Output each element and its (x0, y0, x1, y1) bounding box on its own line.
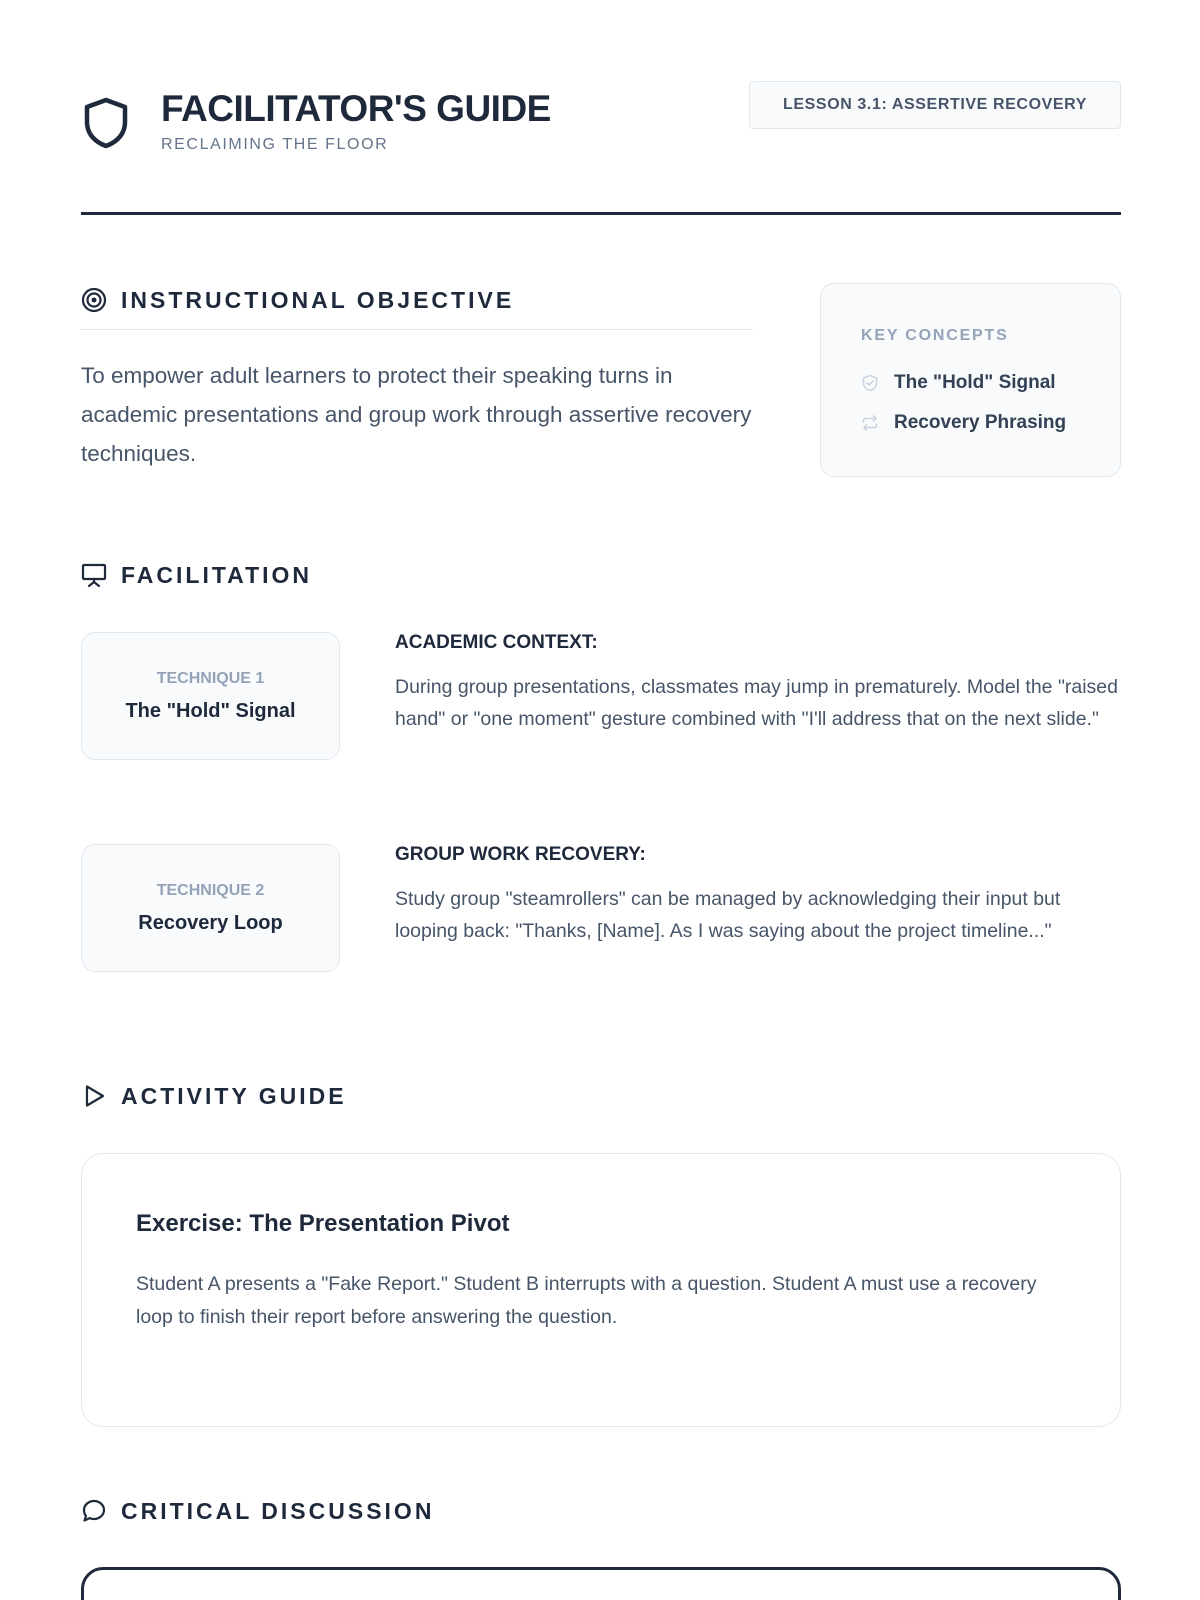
repeat-icon (861, 414, 879, 432)
chat-bubble-icon (81, 1498, 107, 1524)
discussion-card (81, 1567, 1121, 1600)
shield-check-icon (861, 374, 879, 392)
facilitation-heading-text: FACILITATION (121, 561, 313, 588)
facilitation-heading (81, 560, 312, 590)
technique-body (395, 632, 1121, 735)
activity-description: Student A presents a "Fake Report." Student B interrupts with a question. Student A must use a recovery loop to finish their report before answering the question. (136, 1273, 1037, 1328)
activity-card (81, 1153, 1121, 1427)
concept-item (861, 372, 1056, 394)
technique-body (395, 844, 1121, 947)
activity-heading-text: ACTIVITY GUIDE (121, 1082, 347, 1109)
technique-name: Recovery Loop (138, 911, 283, 934)
activity-heading (81, 1081, 347, 1111)
header-divider (81, 212, 1121, 215)
technique-context-heading: GROUP WORK RECOVERY: (395, 844, 646, 865)
technique-card (81, 844, 340, 972)
page-subtitle: RECLAIMING THE FLOOR (161, 136, 389, 153)
key-concepts-panel (820, 283, 1121, 477)
play-icon (81, 1083, 107, 1109)
technique-label: TECHNIQUE 1 (156, 669, 265, 687)
discussion-heading (81, 1496, 434, 1526)
technique-label: TECHNIQUE 2 (156, 881, 265, 899)
page-title: FACILITATOR'S GUIDE (161, 88, 551, 129)
discussion-heading-text: CRITICAL DISCUSSION (121, 1497, 435, 1524)
presentation-icon (81, 562, 107, 588)
technique-context-heading: ACADEMIC CONTEXT: (395, 632, 598, 653)
activity-title: Exercise: The Presentation Pivot (136, 1210, 510, 1237)
target-icon (81, 287, 107, 313)
concept-label: Recovery Phrasing (894, 412, 1067, 433)
objective-heading-text: INSTRUCTIONAL OBJECTIVE (121, 286, 515, 313)
objective-text: To empower adult learners to protect their speaking turns in academic presentations and group work through assertive recovery techniques. (81, 363, 752, 466)
technique-description: During group presentations, classmates may jump in prematurely. Model the "raised hand" or "one moment" gesture combined with "I'll address that on the next slide." (395, 676, 1118, 730)
technique-name: The "Hold" Signal (125, 699, 296, 722)
technique-description: Study group "steamrollers" can be managed by acknowledging their input but looping back: "Thanks, [Name]. As I was saying about the project timeline..." (395, 888, 1061, 942)
objective-divider (81, 329, 753, 330)
concept-item (861, 412, 1066, 434)
concept-label: The "Hold" Signal (894, 372, 1056, 393)
lesson-badge: LESSON 3.1: ASSERTIVE RECOVERY (749, 81, 1121, 129)
page-header (81, 80, 1121, 215)
shield-icon (81, 96, 131, 150)
technique-card (81, 632, 340, 760)
objective-heading (81, 285, 514, 315)
key-concepts-label: KEY CONCEPTS (861, 327, 1009, 344)
